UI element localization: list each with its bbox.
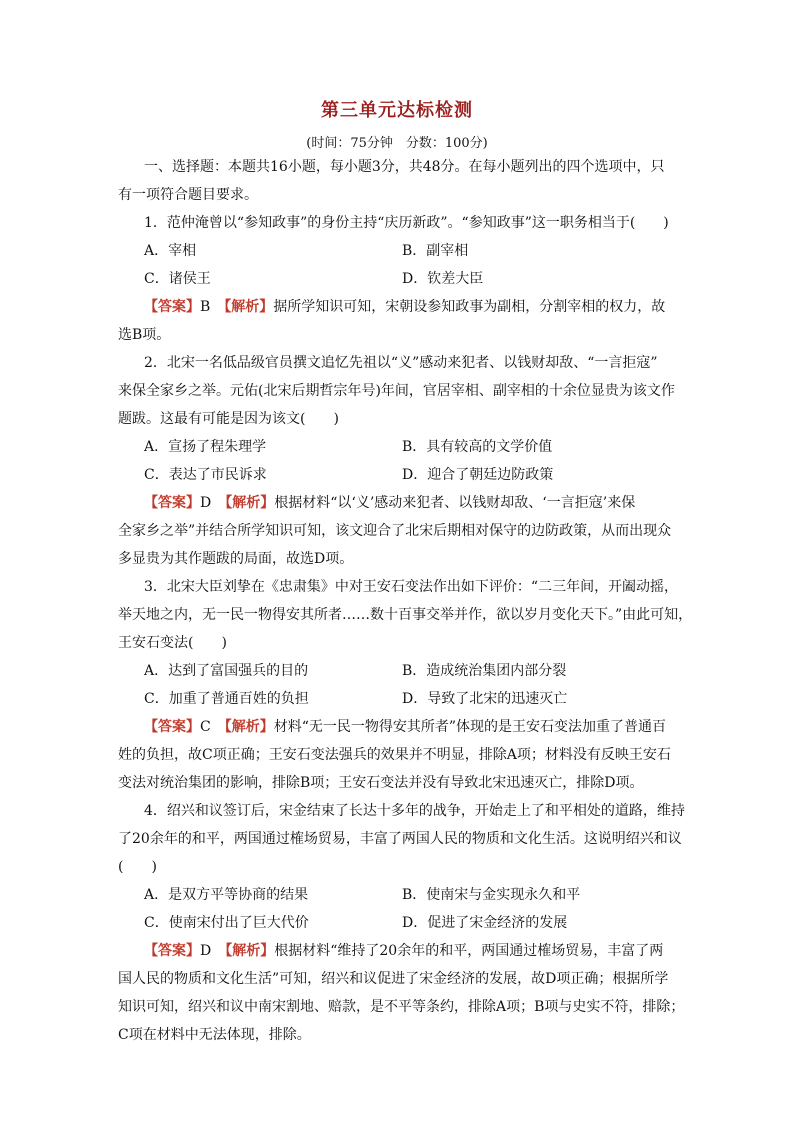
question-stem: 1．范仲淹曾以“参知政事”的身份主持“庆历新政”。“参知政事”这一职务相当于( ) — [144, 215, 669, 231]
question-stem: 来保全家乡之举。元佑(北宋后期哲宗年号)年间，官居宰相、副宰相的十余位显贵为该文作 — [118, 383, 675, 399]
analysis-text: 选B项。 — [118, 327, 171, 343]
question-stem: 了20余年的和平，两国通过榷场贸易，丰富了两国人民的物质和文化生活。这说明绍兴和议 — [118, 831, 682, 847]
option-c: C．诸侯王 — [144, 271, 211, 287]
section-intro: 一、选择题：本题共16小题，每小题3分，共48分。在每小题列出的四个选项中，只 — [144, 159, 665, 175]
answer-tag: 【答案】 — [144, 495, 200, 511]
question-stem: 2．北宋一名低品级官员撰文追忆先祖以“义”感动来犯者、以钱财却敌、“一言拒寇” — [144, 355, 658, 371]
analysis-text: 多显贵为其作题跋的局面，故选D项。 — [118, 551, 354, 567]
answer-line — [144, 941, 663, 961]
answer-value: D — [200, 495, 212, 511]
analysis-tag: 【解析】 — [225, 495, 275, 511]
option-b: B．使南宋与金实现永久和平 — [402, 887, 581, 903]
analysis-tag: 【解析】 — [224, 299, 274, 315]
answer-tag: 【答案】 — [144, 719, 200, 735]
analysis-text: C项在材料中无法体现，排除。 — [118, 1027, 311, 1043]
answer-tag: 【答案】 — [144, 299, 200, 315]
analysis-text: 全家乡之举”并结合所学知识可知，该文迎合了北宋后期相对保守的边防政策，从而出现众 — [118, 523, 672, 539]
analysis-tag: 【解析】 — [224, 719, 274, 735]
analysis-text: 姓的负担，故C项正确；王安石变法强兵的效果并不明显，排除A项；材料没有反映王安石 — [118, 747, 671, 763]
option-d: D．导致了北宋的迅速灭亡 — [402, 691, 568, 707]
exam-info: (时间：75分钟 分数：100分) — [306, 136, 488, 151]
question-stem: 举天地之内，无一民一物得安其所者……数十百事交举并作，欲以岁月变化天下。”由此可知， — [118, 607, 693, 623]
analysis-text: 材料“无一民一物得安其所者”体现的是王安石变法加重了普通百 — [273, 719, 667, 735]
option-c: C．表达了市民诉求 — [144, 467, 267, 483]
answer-line — [144, 717, 666, 737]
option-c: C．加重了普通百姓的负担 — [144, 691, 309, 707]
answer-value: B — [200, 299, 211, 315]
option-d: D．钦差大臣 — [402, 271, 484, 287]
option-d: D．促进了宋金经济的发展 — [402, 915, 568, 931]
option-b: B．副宰相 — [402, 243, 469, 259]
question-stem: 王安石变法( ) — [118, 635, 227, 651]
question-stem: 题跋。这最有可能是因为该文( ) — [118, 411, 339, 427]
section-intro: 有一项符合题目要求。 — [118, 187, 258, 203]
analysis-text: 根据材料“以‘义’感动来犯者、以钱财却敌、‘一言拒寇’来保 — [274, 495, 636, 511]
analysis-text: 根据材料“维持了20余年的和平，两国通过榷场贸易，丰富了两 — [274, 943, 664, 959]
analysis-text: 变法对统治集团的影响，排除B项；王安石变法并没有导致北宋迅速灭亡，排除D项。 — [118, 775, 644, 791]
answer-value: D — [200, 943, 212, 959]
option-b: B．具有较高的文学价值 — [402, 439, 553, 455]
option-a: A．是双方平等协商的结果 — [144, 887, 309, 903]
answer-line — [144, 297, 665, 317]
analysis-text: 知识可知，绍兴和议中南宋割地、赔款，是不平等条约，排除A项；B项与史实不符，排除； — [118, 999, 685, 1015]
option-a: A．宣扬了程朱理学 — [144, 439, 267, 455]
option-a: A．达到了富国强兵的目的 — [144, 663, 309, 679]
option-b: B．造成统治集团内部分裂 — [402, 663, 567, 679]
option-a: A．宰相 — [144, 243, 197, 259]
analysis-text: 国人民的物质和文化生活”可知，绍兴和议促进了宋金经济的发展，故D项正确；根据所学 — [118, 971, 669, 987]
answer-value: C — [200, 719, 211, 735]
question-stem: ( ) — [118, 859, 157, 875]
answer-line — [144, 493, 635, 513]
analysis-tag: 【解析】 — [225, 943, 275, 959]
option-c: C．使南宋付出了巨大代价 — [144, 915, 309, 931]
option-d: D．迎合了朝廷边防政策 — [402, 467, 554, 483]
question-stem: 3．北宋大臣刘挚在《忠肃集》中对王安石变法作出如下评价：“二三年间，开阖动摇， — [144, 579, 679, 595]
answer-tag: 【答案】 — [144, 943, 200, 959]
analysis-text: 据所学知识可知，宋朝设参知政事为副相，分割宰相的权力，故 — [273, 299, 666, 315]
question-stem: 4．绍兴和议签订后，宋金结束了长达十多年的战争，开始走上了和平相处的道路，维持 — [144, 803, 685, 819]
page-title: 第三单元达标检测 — [321, 100, 473, 121]
